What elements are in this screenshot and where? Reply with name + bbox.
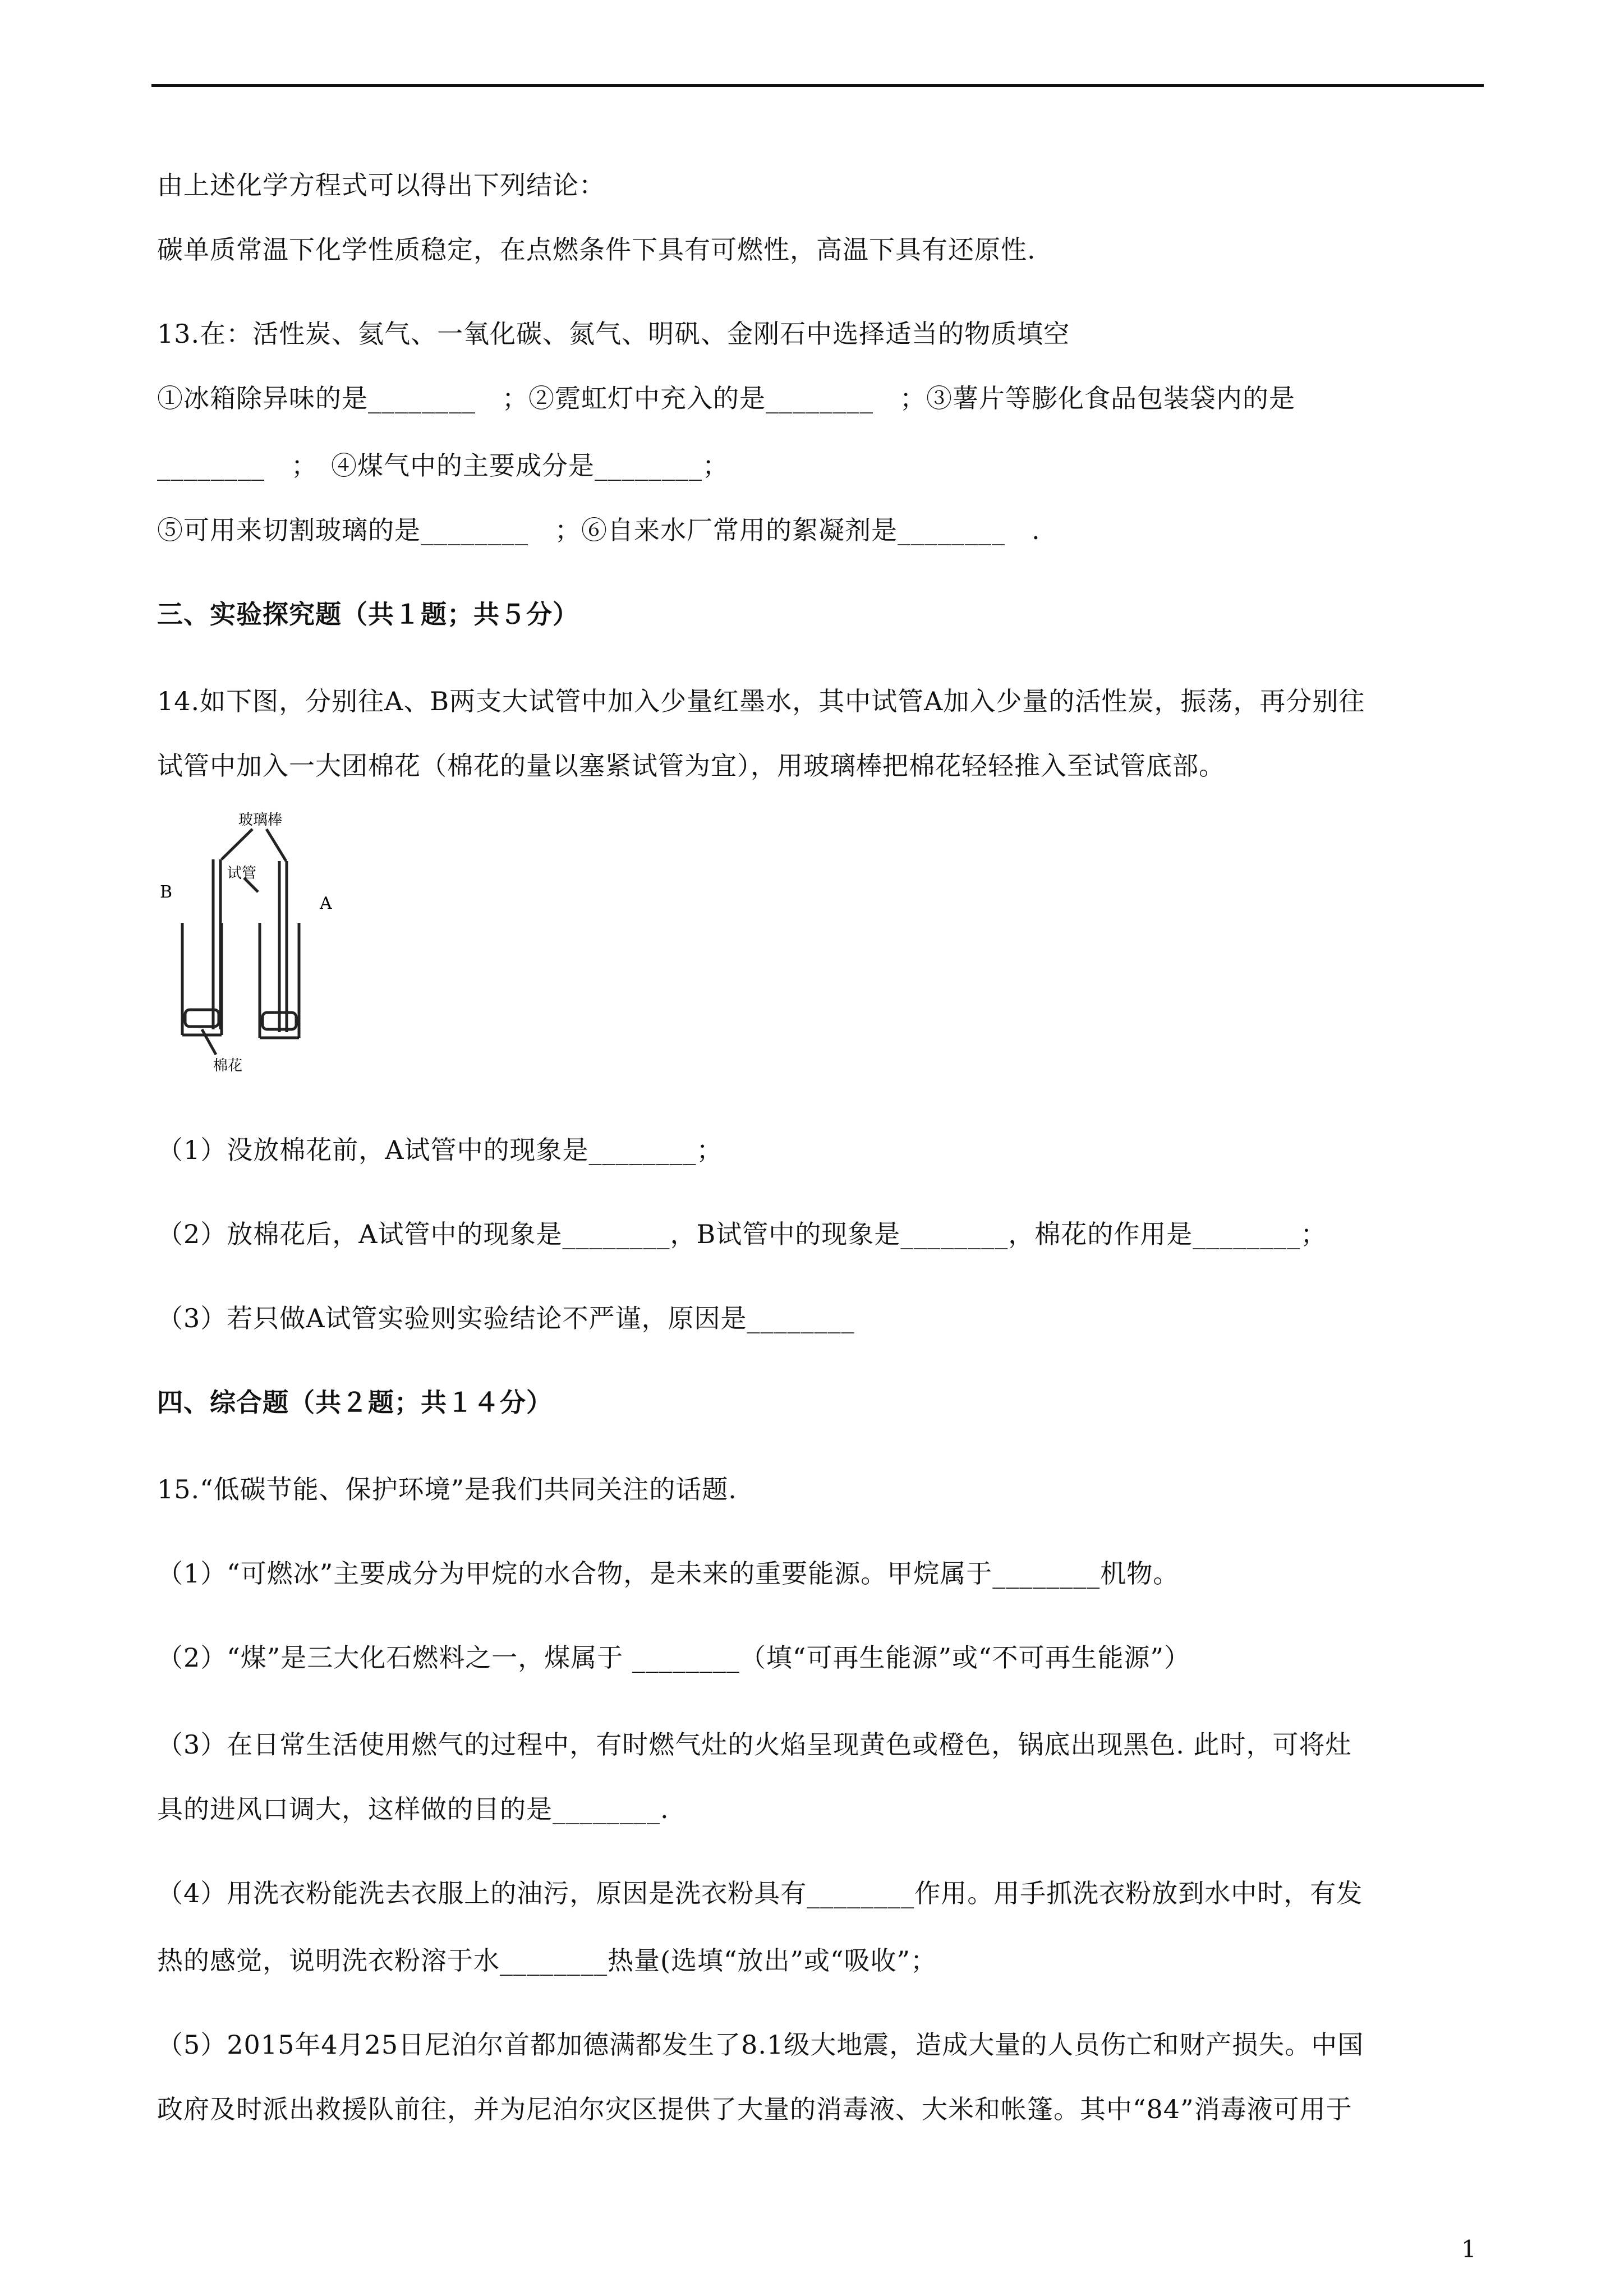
subquestion: （4）用洗衣粉能洗去衣服上的油污，原因是洗衣粉具有________作用。用手抓洗衣粉放到水中时，有发: [157, 1878, 1363, 1908]
question-13: 13.在：活性炭、氦气、一氧化碳、氮气、明矾、金刚石中选择适当的物质填空: [157, 319, 1070, 349]
subquestion: （2）“煤”是三大化石燃料之一，煤属于 ________（填“可再生能源”或“不可再生能源”）: [157, 1642, 1190, 1673]
section-heading-4: 四、综合题（共２题；共１４分）: [157, 1387, 553, 1418]
text-line: 碳单质常温下化学性质稳定，在点燃条件下具有可燃性，高温下具有还原性.: [157, 234, 1036, 265]
text-line: 政府及时派出救援队前往，并为尼泊尔灾区提供了大量的消毒液、大米和帐篷。其中“84”消毒液可用于: [157, 2094, 1352, 2124]
figure-label-cotton: 棉花: [213, 1057, 243, 1074]
figure-label-tube: 试管: [227, 865, 257, 882]
text-line: 热的感觉，说明洗衣粉溶于水________热量(选填“放出”或“吸收”；: [157, 1945, 937, 1976]
subquestion: （1）没放棉花前，A试管中的现象是________；: [157, 1135, 723, 1165]
text-line: ①冰箱除异味的是________ ；②霓虹灯中充入的是________ ；③薯片等膨化食品包装袋内的是: [157, 383, 1295, 413]
question-15: 15.“低碳节能、保护环境”是我们共同关注的话题.: [157, 1474, 737, 1504]
figure-label-b: B: [160, 882, 173, 902]
subquestion: （2）放棉花后，A试管中的现象是________，B试管中的现象是________，棉花的作用是________；: [157, 1219, 1327, 1249]
header-rule: [151, 84, 1484, 87]
text-line: ⑤可用来切割玻璃的是________ ；⑥自来水厂常用的絮凝剂是________ .: [157, 515, 1041, 545]
text-line: 具的进风口调大，这样做的目的是________.: [157, 1794, 669, 1824]
test-tube-figure: [160, 808, 339, 1077]
subquestion: （1）“可燃冰”主要成分为甲烷的水合物，是未来的重要能源。甲烷属于________机物。: [157, 1558, 1180, 1589]
page-number: 1: [1461, 2235, 1476, 2263]
figure-label-rod: 玻璃棒: [238, 812, 283, 829]
subquestion: （3）在日常生活使用燃气的过程中，有时燃气灶的火焰呈现黄色或橙色，锅底出现黑色. 此时，可将灶: [157, 1729, 1352, 1760]
text-line: ________ ； ④煤气中的主要成分是________；: [157, 450, 729, 481]
text-line: 试管中加入一大团棉花（棉花的量以塞紧试管为宜），用玻璃棒把棉花轻轻推入至试管底部。: [157, 751, 1225, 781]
subquestion: （5）2015年4月25日尼泊尔首都加德满都发生了8.1级大地震，造成大量的人员伤亡和财产损失。中国: [157, 2030, 1364, 2060]
question-14: 14.如下图，分别往A、B两支大试管中加入少量红墨水，其中试管A加入少量的活性炭，振荡，再分别往: [157, 686, 1365, 716]
text-line: 由上述化学方程式可以得出下列结论：: [157, 170, 605, 200]
section-heading-3: 三、实验探究题（共１题；共５分）: [157, 599, 579, 629]
figure-label-a: A: [320, 894, 332, 913]
subquestion: （3）若只做A试管实验则实验结论不严谨，原因是________: [157, 1303, 855, 1333]
